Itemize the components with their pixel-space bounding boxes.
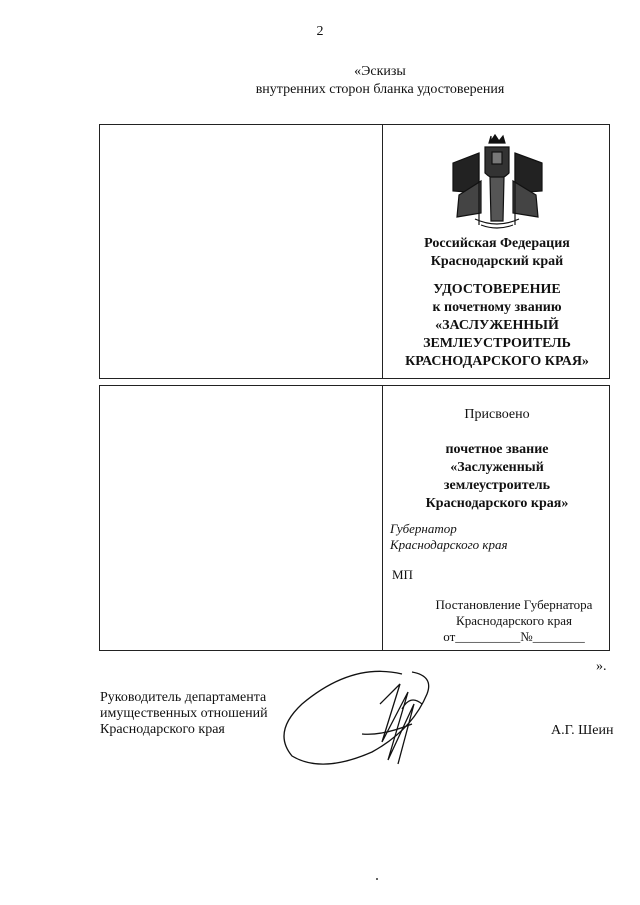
governor-line-2: Краснодарского края	[390, 537, 508, 552]
honor-line-2: ЗЕМЛЕУСТРОИТЕЛЬ	[423, 336, 571, 351]
to-title: к почетному званию	[432, 300, 562, 315]
honor-title: почетное звание	[445, 442, 549, 457]
signer-name: А.Г. Шеин	[551, 723, 614, 738]
decree-line-3: от__________№________	[443, 629, 585, 644]
signature-block	[100, 690, 268, 738]
closing-quote: ».	[596, 659, 607, 674]
signer-position-2: имущественных отношений	[100, 706, 268, 721]
signer-position-1: Руководитель департамента	[100, 690, 267, 705]
signer-position-3: Краснодарского края	[100, 722, 225, 737]
handwritten-signature	[262, 664, 462, 772]
header-line-2: внутренних сторон бланка удостоверения	[255, 82, 505, 97]
country-name: Российская Федерация	[424, 236, 570, 251]
honor-line-3: КРАСНОДАРСКОГО КРАЯ»	[405, 354, 589, 369]
assigned-label: Присвоено	[464, 407, 530, 422]
seal-placeholder: МП	[392, 567, 413, 582]
region-name: Краснодарский край	[430, 254, 564, 269]
page-number: 2	[316, 24, 324, 39]
decree-line-2: Краснодарского края	[456, 613, 572, 628]
stray-dot	[376, 878, 378, 880]
honor-line-1: «ЗАСЛУЖЕННЫЙ	[435, 318, 559, 333]
honor-name-1: «Заслуженный	[450, 460, 544, 475]
decree-line-1: Постановление Губернатора	[435, 597, 593, 612]
governor-line-1: Губернатор	[390, 521, 457, 536]
header-line-1: «Эскизы	[354, 64, 406, 79]
honor-name-2: землеустроитель	[443, 478, 551, 493]
doc-title: УДОСТОВЕРЕНИЕ	[433, 282, 561, 297]
coat-of-arms-emblem	[445, 133, 550, 233]
honor-name-3: Краснодарского края»	[425, 496, 569, 511]
card-bottom	[99, 385, 610, 651]
card-top	[99, 124, 610, 379]
card-bottom-divider	[382, 386, 383, 650]
